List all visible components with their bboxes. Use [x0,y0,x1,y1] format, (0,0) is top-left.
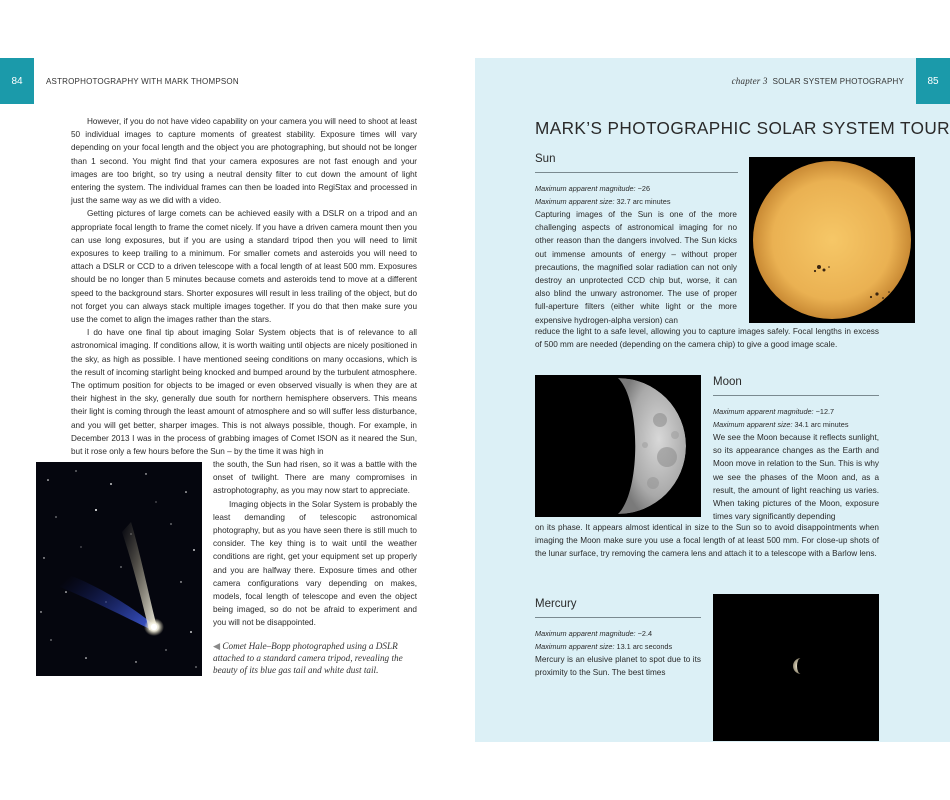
stat-label: Maximum apparent magnitude: [713,407,814,416]
body-paragraph: the south, the Sun had risen, so it was a battle with the onset of twilight. There are many compromises in astrophotography, as you may now start to appreciate. [213,460,417,496]
body-paragraph: Getting pictures of large comets can be achieved easily with a DSLR on a tripod and an appropriate focal length to frame the comet nicely. If you have a driven camera mount then you can use long exposures, but if you are using a standard tripod then you will need to limit exposures to keep trailing to a minimum. For smaller comets and asteroids you will need to attach a DSLR or CCD to a driven telescope with a focal length of at least 500 mm. Exposures should be no longer than 5 minutes because comets and asteroids tend to move at a different speed to the background stars. Shorter exposures will result in less trailing of the object, but do not forget you can always stack multiple images together. If you do that then make sure you use the comet to align the images rather than the stars. [71,209,417,325]
moon-photo [535,375,701,517]
sun-heading: Sun [535,153,556,165]
sun-magnitude [535,182,650,195]
body-paragraph: Imaging objects in the Solar System is probably the least demanding of telescopic astronomical photography, but as you have seen there is still much to consider. The key thing is to wait until the weather conditions are right, get your equipment set up properly and you are halfway there. Exposure times and other camera configurations vary depending on makes, models, focal length of telescope and even the object being imaged, so do not be afraid to experiment and you will not be disappointed. [213,499,417,628]
moon-text-wrapped: We see the Moon because it reflects sunlight, so its appearance changes as the Earth and Moon move in relation to the Sun. This is why we see the phases of the Moon and, as a result, the amount of light reaching us varies. When taking pictures of the Moon, exposure times vary significantly depending [713,433,879,522]
stat-label: Maximum apparent size: [535,642,615,651]
moon-heading-rule [713,395,879,396]
stat-label: Maximum apparent size: [713,420,793,429]
sun-photo [749,157,915,323]
moon-size [713,418,848,431]
moon-magnitude [713,405,834,418]
body-paragraph: However, if you do not have video capability on your camera you will need to shoot at least 50 individual images to capture moments of greatest stability. Exposure times will vary depending on your focal length and the object you are photographing, but should not be longer than 1 second. You might find that your camera exposures are not fast enough and your images are too bright, so try using a neutral density filter to cut down the amount of light entering the system. The individual frames can then be loaded into RegiStax and processed in just the same way as we did with a video. [71,117,417,206]
mercury-size [535,640,672,653]
stat-value: 32.7 arc minutes [616,197,671,206]
running-head-left: ASTROPHOTOGRAPHY WITH MARK THOMPSON [46,76,239,86]
stat-value: −26 [637,184,651,193]
sun-text-wrapped: Capturing images of the Sun is one of the more challenging aspects of astronomical imaging for no other reason than the dangers involved. The Sun kicks out immense amounts of energy – without proper precautions, the magnified solar radiation can not only destroy an unprotected CCD chip but, worse, it can also blind the unwary astronomer. The use of proper full-aperture filters (either white light or the more expensive hydrogen-alpha version) can [535,210,737,325]
caption-arrow-icon: ◀ [213,641,221,651]
stat-value: −2.4 [637,629,653,638]
moon-text: on its phase. It appears almost identical in size to the Sun so to avoid disappointments when imaging the Moon make sure you use a focal length of at least 500 mm. For close-up shots of the lunar surface, try removing the camera lens and attach it to a telescope with a Barlow lens. [535,523,879,559]
left-body-text [71,115,417,458]
mercury-heading: Mercury [535,598,577,610]
mercury-photo [713,594,879,741]
mercury-heading-rule [535,617,701,618]
stat-value: −12.7 [815,407,835,416]
comet-caption [213,640,423,677]
sun-heading-rule [535,172,738,173]
body-paragraph: I do have one final tip about imaging Solar System objects that is of relevance to all astronomical imaging. If conditions allow, it is worth waiting until objects are nicely positioned in the sky, as high as possible. I have mentioned seeing conditions on many occasions, which is the result of incoming starlight being knocked and bumped around by the turbulent atmosphere. The optimum position for objects to be imaged or even observed visually is when they are at their highest in the sky, generally due south for northern hemisphere observers. This means their light is coming through the least amount of atmosphere and so will suffer less disturbance, and you will get better, sharper images. This is not always possible, though. For example, in December 2013 I was in the process of grabbing images of Comet ISON as it neared the Sun, but it rose only a few hours before the Sun – by the time it was high in [71,328,417,457]
stat-value: 13.1 arc seconds [616,642,673,651]
sun-size [535,195,670,208]
stat-label: Maximum apparent size: [535,197,615,206]
tour-title: MARK’S PHOTOGRAPHIC SOLAR SYSTEM TOUR [535,118,950,138]
page-number-left: 84 [0,58,34,104]
moon-heading: Moon [713,376,742,388]
mercury-magnitude [535,627,652,640]
sun-text: reduce the light to a safe level, allowing you to capture images safely. Focal lengths in excess of 500 mm are needed (depending on the camera chip) to give a good image scale. [535,327,879,350]
comet-hale-bopp-photo [36,462,202,676]
stat-label: Maximum apparent magnitude: [535,184,636,193]
mercury-text-wrapped: Mercury is an elusive planet to spot due to its proximity to the Sun. The best times [535,655,701,678]
stat-label: Maximum apparent magnitude: [535,629,636,638]
caption-text: Comet Hale–Bopp photographed using a DSLR attached to a standard camera tripod, revealing the beauty of its blue gas tail and white dust tail. [213,641,403,676]
running-head-right-title: SOLAR SYSTEM PHOTOGRAPHY [772,76,904,86]
left-body-text-wrapped [213,458,417,630]
stat-value: 34.1 arc minutes [794,420,849,429]
running-head-right [732,58,904,104]
page-number-right: 85 [916,58,950,104]
chapter-label: chapter 3 [731,76,768,86]
